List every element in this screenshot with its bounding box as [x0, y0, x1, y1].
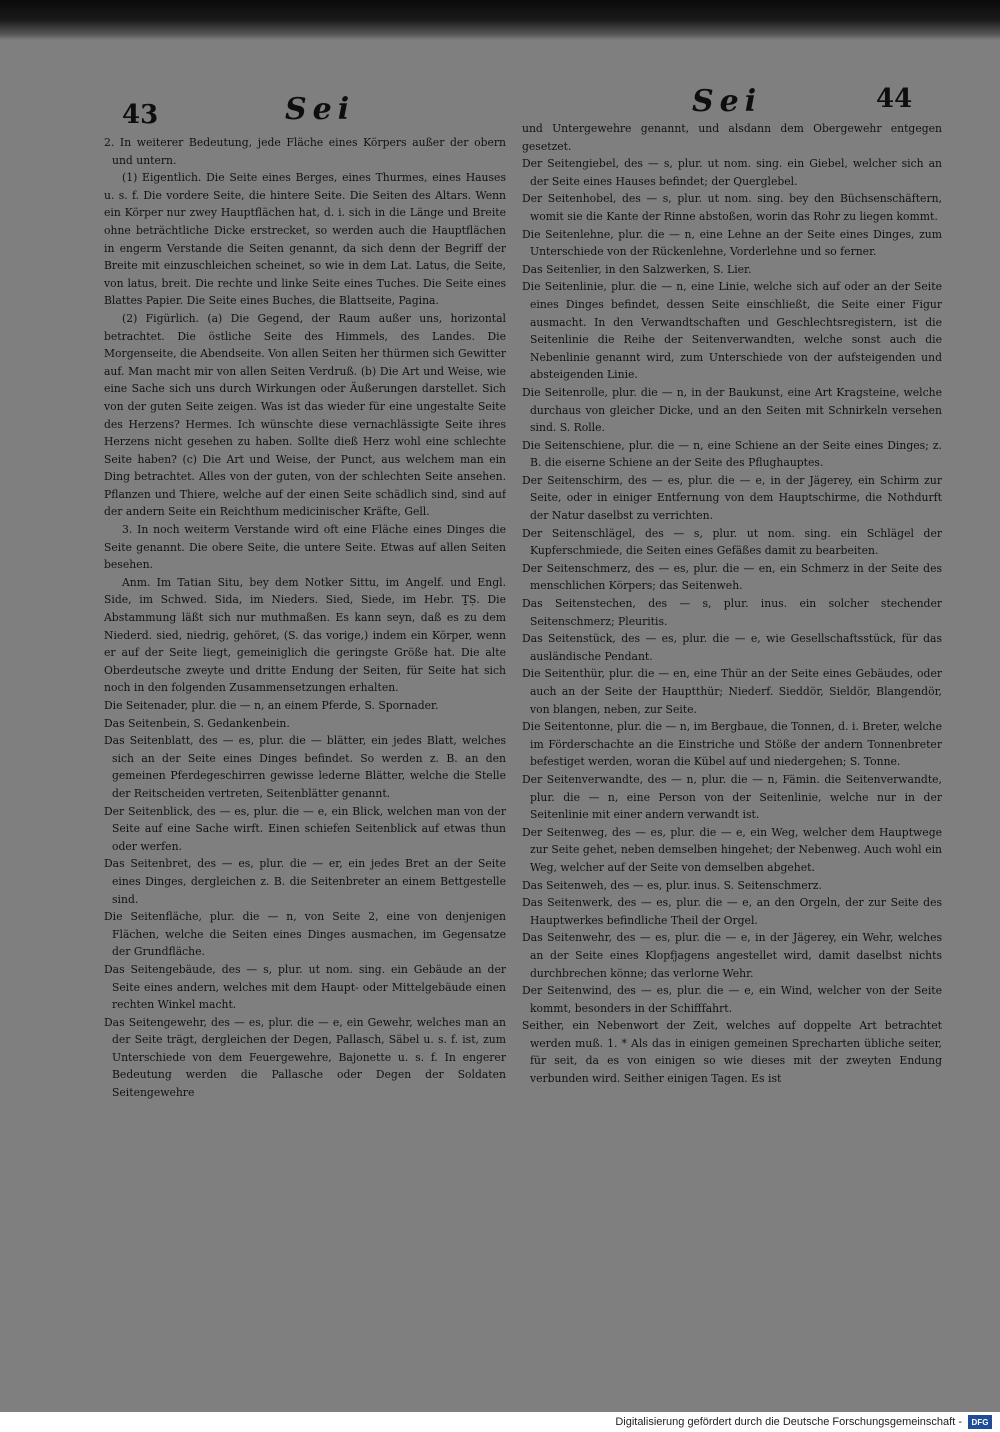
dictionary-entry: Der Seitenblick, des — es, plur. die — e, ein Blick, welchen man von der Seite auf eine Sache wirft. Einen schiefen Seitenblick auf etwas thun oder werfen. [104, 804, 506, 853]
paragraph: 3. In noch weiterm Verstande wird oft eine Fläche eines Dinges die Seite genannt. Die obere Seite, die untere Seite. Etwas auf allen Seiten besehen. [104, 523, 506, 572]
dictionary-entry: Der Seitenschlägel, des — s, plur. ut nom. sing. ein Schlägel der Kupferschmiede, die Seiten eines Gefäßes damit zu bearbeiten. [522, 526, 942, 558]
dictionary-entry: Der Seitenschmerz, des — es, plur. die — en, ein Schmerz in der Seite des menschlichen Körpers; das Seitenweh. [522, 561, 942, 593]
right-page-number: 44 [876, 84, 913, 114]
right-text-column [522, 120, 942, 1260]
left-running-headword: Sei [285, 92, 356, 127]
scan-top-edge [0, 0, 1000, 40]
left-text-column [104, 134, 506, 1246]
dictionary-entry: Der Seitenweg, des — es, plur. die — e, ein Weg, welcher dem Hauptwege zur Seite gehet, neben demselben hingehet; der Nebenweg. Auch wohl ein Weg, welcher auf der Seite von demselben abgehet. [522, 825, 942, 874]
dictionary-entry: Das Seitengewehr, des — es, plur. die — e, ein Gewehr, welches man an der Seite trägt, dergleichen der Degen, Pallasch, Säbel u. s. f. ist, zum Unterschiede von dem Feuergewehre, Bajonette u. s. f. In engerer Bedeutung werden die Pallasche oder Degen der Soldaten Seitengewehre [104, 1015, 506, 1100]
dictionary-entry: Die Seitenlinie, plur. die — n, eine Linie, welche sich auf oder an der Seite eines Dinges befindet, dessen Seite einschließt, die Seite einer Figur ausmacht. In den Verwandtschaften und Geschlechtsregistern, ist die Seitenlinie die Reihe der Seitenverwandten, welche sonst auch die Nebenlinie genannt wird, zum Unterschiede von der aufsteigenden und absteigenden Linie. [522, 280, 942, 382]
dictionary-entry: Die Seitenthür, plur. die — en, eine Thür an der Seite eines Gebäudes, oder auch an der Seite der Hauptthür; Niederf. Sieddör, Sieldör, Blangendör, von blangen, neben, zur Seite. [522, 667, 942, 716]
left-page-number: 43 [122, 100, 159, 130]
dictionary-entry: Das Seitenstück, des — es, plur. die — e, wie Gesellschaftsstück, für das ausländische Pendant. [522, 632, 942, 663]
dictionary-entry: Die Seitenschiene, plur. die — n, eine Schiene an der Seite eines Dinges; z. B. die eiserne Schiene an der Seite des Pflughauptes. [522, 438, 942, 470]
dictionary-entry: Das Seitenwerk, des — es, plur. die — e, an den Orgeln, der zur Seite des Hauptwerkes befindliche Theil der Orgel. [522, 896, 942, 927]
dictionary-entry: Das Seitenwehr, des — es, plur. die — e, in der Jägerey, ein Wehr, welches an der Seite eines Klopfjagens angestellet wird, damit daselbst nichts durchbrechen könne; das verlorne Wehr. [522, 931, 942, 980]
dictionary-entry: Das Seitengebäude, des — s, plur. ut nom. sing. ein Gebäude an der Seite eines andern, welches mit dem Haupt- oder Mittelgebäude einen rechten Winkel macht. [104, 962, 506, 1012]
dictionary-entry: Die Seitentonne, plur. die — n, im Bergbaue, die Tonnen, d. i. Breter, welche im Förderschachte an die Einstriche und Stöße der andern Tonnenbreter befestiget werden, woran die Kübel auf und niedergehen; S. Tonne. [522, 720, 942, 769]
dictionary-entry: Das Seitenlier, in den Salzwerken, S. Lier. [522, 262, 752, 276]
dictionary-entry: Der Seitenwind, des — es, plur. die — e, ein Wind, welcher von der Seite kommt, besonders in der Schifffahrt. [522, 984, 942, 1015]
dictionary-page [0, 40, 1000, 1412]
dictionary-entry: Die Seitenader, plur. die — n, an einem Pferde, S. Spornader. [104, 699, 439, 712]
paragraph: (2) Figürlich. (a) Die Gegend, der Raum außer uns, horizontal betrachtet. Die östliche Seite des Himmels, des Landes. Die Morgenseite, die Abendseite. Von allen Seiten her thürmen sich Gewitter auf. Man macht mir von allen Seiten Verdruß. (b) Die Art und Weise, wie eine Sache sich uns durch Wirkungen oder Äußerungen darstellet. Sich von der guten Seite zeigen. Was ist das wieder für eine ungestalte Seite des Herzens? Hermes. Ich wünschte diese vernachlässigte Seite ihres Herzens nicht gesehen zu haben. Sollte dieß Herz wohl eine schlechte Seite haben? (c) Die Art und Weise, der Punct, aus welchem man ein Ding betrachtet. Alles von der guten, von der schlechten Seite ansehen. Pflanzen und Thiere, welche auf der einen Seite schädlich sind, sind auf der andern Seite ein Reichthum medicinischer Kräfte, Gell. [104, 311, 506, 519]
dictionary-entry: Die Seitenfläche, plur. die — n, von Seite 2, eine von denjenigen Flächen, welche die Seiten eines Dinges ausmachen, im Gegensatze der Grundfläche. [104, 910, 506, 959]
dictionary-entry: 2. In weiterer Bedeutung, jede Fläche eines Körpers außer der obern und untern. [104, 136, 506, 167]
paragraph: (1) Eigentlich. Die Seite eines Berges, eines Thurmes, eines Hauses u. s. f. Die vordere Seite, die hintere Seite. Die Seiten des Altars. Wenn ein Körper nur zwey Hauptflächen hat, d. i. sich in die Länge und Breite ohne beträchtliche Dicke erstrecket, so werden auch die Hauptflächen in engerm Verstande die Seiten genannt, da sich denn der Begriff der Breite mit einzuschleichen scheinet, so wie in dem Lat. Latus, die Seite, von latus, breit. Die rechte und linke Seite eines Tuches. Die Seite eines Blattes Papier. Die Seite eines Buches, die Blattseite, Pagina. [104, 171, 506, 308]
paragraph: und Untergewehre genannt, und alsdann dem Obergewehr entgegen gesetzet. [522, 122, 942, 153]
dictionary-entry: Der Seitengiebel, des — s, plur. ut nom. sing. ein Giebel, welcher sich an der Seite eines Hauses befindet; der Querglebel. [522, 157, 942, 188]
dictionary-entry: Seither, ein Nebenwort der Zeit, welches auf doppelte Art betrachtet werden muß. 1. * Als das in einigen gemeinen Sprecharten übliche seiter, für seit, da es von einigen so wie dieses mit der zweyten Endung verbunden wird. Seither einigen Tagen. Es ist [522, 1019, 942, 1086]
dictionary-entry: Das Seitenbret, des — es, plur. die — er, ein jedes Bret an der Seite eines Dinges, dergleichen z. B. die Seitenbreter an einem Bettgestelle sind. [104, 857, 506, 906]
dictionary-entry: Das Seitenstechen, des — s, plur. inus. ein solcher stechender Seitenschmerz; Pleuritis. [522, 597, 942, 628]
right-running-headword: Sei [692, 84, 763, 119]
dictionary-entry: Die Seitenlehne, plur. die — n, eine Lehne an der Seite eines Dinges, zum Unterschiede von der Rückenlehne, Vorderlehne und so ferner. [522, 227, 942, 259]
dictionary-entry: Der Seitenhobel, des — s, plur. ut nom. sing. bey den Büchsenschäftern, womit sie die Kante der Rinne abstoßen, worin das Rohr zu liegen kommt. [522, 192, 942, 223]
dictionary-entry: Der Seitenschirm, des — es, plur. die — e, in der Jägerey, ein Schirm zur Seite, oder in einiger Entfernung von dem Hauptschirme, die Nothdurft der Natur daselbst zu verrichten. [522, 473, 942, 523]
dictionary-entry: Der Seitenverwandte, des — n, plur. die — n, Fämin. die Seitenverwandte, plur. die — n, eine Person von der Seitenlinie, welche nur in der Seitenlinie mit einer andern verwandt ist. [522, 772, 942, 822]
dictionary-entry: Die Seitenrolle, plur. die — n, in der Baukunst, eine Art Kragsteine, welche durchaus von gleicher Dicke, und an den Seiten mit Schnirkeln versehen sind. S. Rolle. [522, 385, 942, 435]
dfg-logo: DFG [968, 1415, 992, 1429]
dictionary-entry: Das Seitenweh, des — es, plur. inus. S. Seitenschmerz. [522, 878, 822, 892]
paragraph: Anm. Im Tatian Situ, bey dem Notker Sittu, im Angelf. und Engl. Side, im Schwed. Sida, im Nieders. Sied, Siede, im Hebr. ṮṢ. Die Abstammung läßt sich nur muthmaßen. Es kann seyn, daß es zu dem Niederd. sied, niedrig, gehöret, (S. das vorige,) indem ein Körper, wenn er auf der Seite liegt, gemeiniglich die geringste Größe hat. Die alte Oberdeutsche zweyte und dritte Endung der Seiten, für Seite hat sich noch in den folgenden Zusammensetzungen erhalten. [104, 575, 506, 695]
dictionary-entry: Das Seitenblatt, des — es, plur. die — blätter, ein jedes Blatt, welches sich an der Seite eines Dinges befindet. So werden z. B. an den gemeinen Pferdegeschirren gewisse lederne Blätter, welche die Stelle der Reitscheiden vertreten, Seitenblätter genannt. [104, 734, 506, 800]
dictionary-entry: Das Seitenbein, S. Gedankenbein. [104, 716, 290, 730]
footer-credit-text: Digitalisierung gefördert durch die Deutsche Forschungsgemeinschaft - [615, 1416, 962, 1428]
footer-bar [0, 1412, 1000, 1432]
